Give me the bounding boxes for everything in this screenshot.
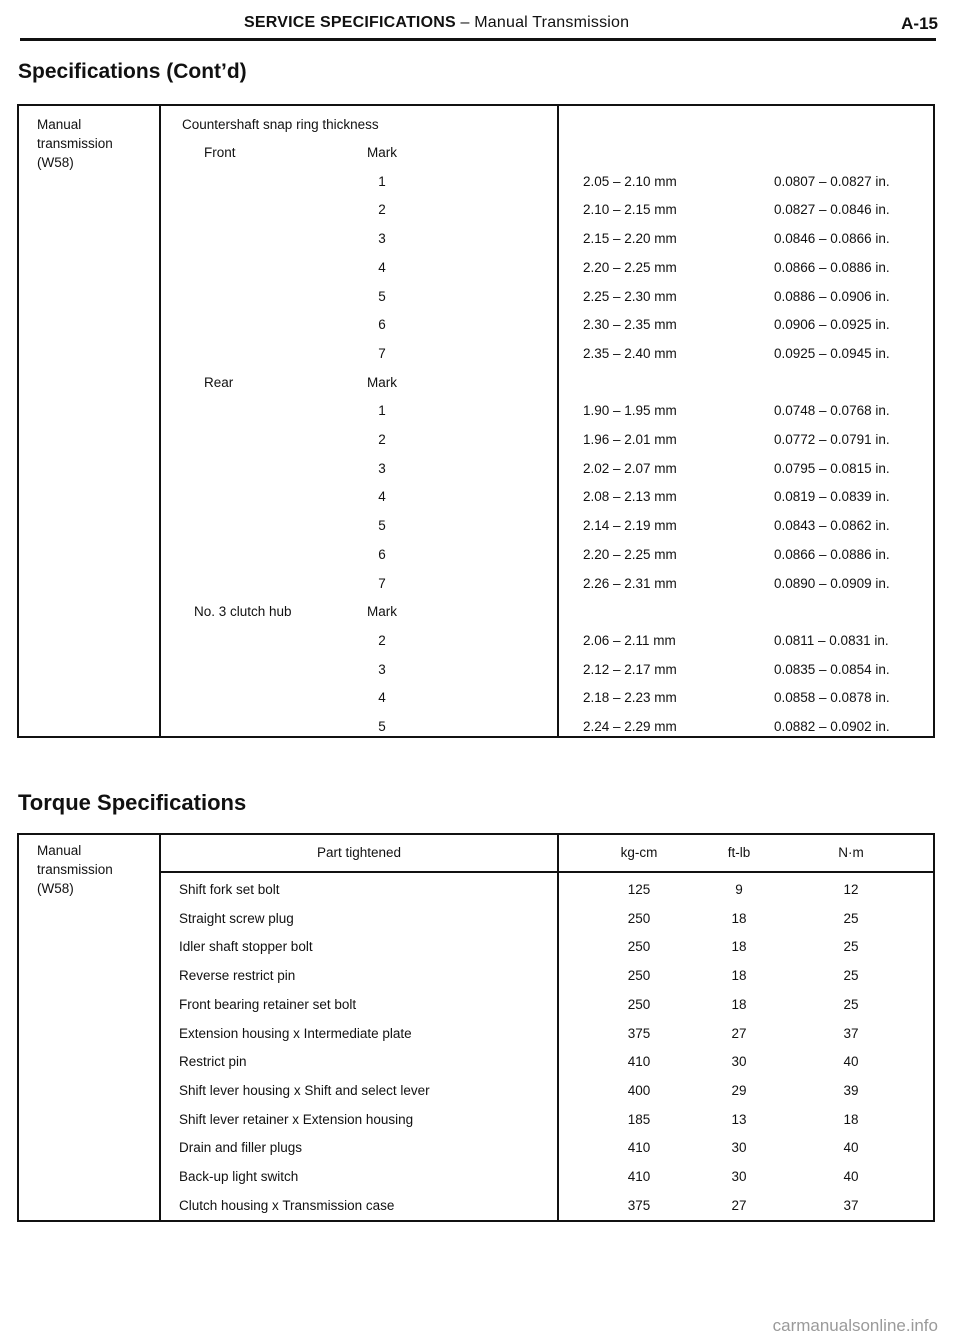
spec-value-mm: 1.96 – 2.01 mm [583,432,677,447]
torque-part: Back-up light switch [179,1169,299,1184]
torque-kgcm: 250 [627,996,651,1012]
spec-mark-header: Mark [367,374,397,390]
spec-col-divider-2 [557,106,559,736]
torque-header-rule [159,871,933,873]
torque-ftlb: 30 [731,1054,747,1070]
spec-section-title: Specifications (Cont’d) [18,60,247,83]
spec-section-label: Front [204,145,236,160]
torque-nm: 25 [843,910,859,926]
header-rule [20,38,936,41]
header-title-rest: – Manual Transmission [455,14,630,31]
torque-part: Extension housing x Intermediate plate [179,1025,412,1041]
torque-group-line-1: Manual [37,843,82,858]
spec-value-in: 0.0811 – 0.0831 in. [774,632,889,648]
spec-section-label: No. 3 clutch hub [194,604,292,620]
torque-nm: 25 [843,939,859,955]
torque-group-line-2: transmission [37,862,113,877]
spec-mark-header: Mark [367,604,397,620]
torque-part: Straight screw plug [179,910,294,926]
torque-col-divider-1 [159,835,161,1220]
spec-mark-header: Mark [367,145,397,160]
spec-value-mm: 2.08 – 2.13 mm [583,489,677,505]
torque-table [17,833,935,1222]
spec-value-mm: 2.06 – 2.11 mm [583,632,676,648]
torque-nm: 39 [843,1082,859,1098]
torque-kgcm: 250 [627,968,651,984]
spec-value-in: 0.0886 – 0.0906 in. [774,288,890,304]
torque-part: Clutch housing x Transmission case [179,1197,395,1213]
spec-mark-value: 2 [378,202,386,218]
spec-value-mm: 2.05 – 2.10 mm [583,173,677,189]
torque-header-nm: N·m [838,845,864,860]
torque-kgcm: 400 [627,1082,651,1098]
torque-ftlb: 9 [735,882,743,897]
torque-kgcm: 125 [627,882,651,897]
torque-ftlb: 18 [731,939,747,955]
spec-mark-value: 3 [378,231,386,247]
torque-group-line-3: (W58) [37,881,74,896]
spec-mark-value: 4 [378,259,386,275]
spec-mark-value: 6 [378,317,386,333]
spec-group-line-3: (W58) [37,155,74,170]
torque-kgcm: 375 [627,1197,651,1213]
torque-ftlb: 30 [731,1140,747,1156]
spec-mark-value: 5 [378,719,386,734]
spec-value-in: 0.0835 – 0.0854 in. [774,661,890,677]
spec-group-line-1: Manual [37,117,82,132]
header-title-bold: SERVICE SPECIFICATIONS [244,14,456,31]
spec-group-line-2: transmission [37,136,113,151]
spec-value-mm: 2.25 – 2.30 mm [583,288,677,304]
page-header [20,14,938,38]
spec-value-mm: 2.14 – 2.19 mm [583,518,677,534]
spec-mark-value: 7 [378,575,386,591]
spec-table [17,104,935,738]
torque-ftlb: 18 [731,910,747,926]
spec-value-mm: 2.35 – 2.40 mm [583,345,677,361]
spec-mark-value: 1 [378,403,386,419]
torque-nm: 25 [843,996,859,1012]
torque-part: Shift lever retainer x Extension housing [179,1111,414,1127]
torque-nm: 40 [843,1140,859,1156]
spec-value-in: 0.0843 – 0.0862 in. [774,518,890,534]
spec-value-in: 0.0748 – 0.0768 in. [774,403,890,419]
torque-part: Shift lever housing x Shift and select lever [179,1082,430,1098]
spec-mark-value: 3 [378,661,386,677]
torque-ftlb: 18 [731,968,747,984]
torque-ftlb: 27 [731,1025,747,1041]
spec-value-in: 0.0772 – 0.0791 in. [774,432,890,447]
torque-kgcm: 185 [627,1111,651,1127]
spec-mark-value: 5 [378,288,386,304]
torque-ftlb: 13 [731,1111,747,1127]
torque-ftlb: 29 [731,1082,747,1098]
torque-section-title: Torque Specifications [18,790,247,815]
footer-watermark: carmanualsonline.info [772,1316,938,1335]
spec-mark-value: 6 [378,546,386,562]
spec-value-in: 0.0882 – 0.0902 in. [774,719,890,734]
torque-nm: 12 [843,882,859,897]
torque-part: Front bearing retainer set bolt [179,996,357,1012]
torque-nm: 40 [843,1054,859,1070]
torque-part: Restrict pin [179,1054,247,1070]
spec-value-mm: 2.18 – 2.23 mm [583,690,677,706]
spec-value-in: 0.0807 – 0.0827 in. [774,173,890,189]
torque-ftlb: 30 [731,1169,747,1184]
torque-header-ftlb: ft-lb [727,845,751,860]
torque-ftlb: 18 [731,996,747,1012]
spec-value-in: 0.0846 – 0.0866 in. [774,231,890,247]
torque-kgcm: 410 [627,1169,651,1184]
torque-kgcm: 410 [627,1140,651,1156]
torque-kgcm: 250 [627,939,651,955]
torque-part: Reverse restrict pin [179,968,296,984]
torque-part: Shift fork set bolt [179,882,280,897]
torque-header-kgcm: kg-cm [620,845,658,860]
spec-mark-value: 2 [378,432,386,447]
spec-mark-value: 5 [378,518,386,534]
torque-kgcm: 375 [627,1025,651,1041]
spec-value-mm: 2.02 – 2.07 mm [583,460,677,476]
spec-mark-value: 3 [378,460,386,476]
torque-col-divider-2 [557,835,559,1220]
torque-nm: 40 [843,1169,859,1184]
torque-header-part: Part tightened [316,845,402,860]
spec-value-in: 0.0795 – 0.0815 in. [774,460,890,476]
spec-value-in: 0.0925 – 0.0945 in. [774,345,890,361]
torque-kgcm: 410 [627,1054,651,1070]
spec-value-in: 0.0890 – 0.0909 in. [774,575,890,591]
header-title [244,14,629,32]
spec-mark-value: 4 [378,690,386,706]
torque-part: Idler shaft stopper bolt [179,939,313,955]
spec-col-divider-1 [159,106,161,736]
spec-value-mm: 2.26 – 2.31 mm [583,575,677,591]
torque-nm: 37 [843,1025,859,1041]
spec-value-mm: 2.30 – 2.35 mm [583,317,677,333]
torque-nm: 37 [843,1197,859,1213]
spec-value-mm: 2.10 – 2.15 mm [583,202,677,218]
torque-ftlb: 27 [731,1197,747,1213]
spec-value-in: 0.0827 – 0.0846 in. [774,202,890,218]
spec-value-mm: 2.24 – 2.29 mm [583,719,677,734]
spec-value-mm: 2.20 – 2.25 mm [583,546,677,562]
spec-value-in: 0.0906 – 0.0925 in. [774,317,890,333]
spec-section-label: Rear [204,374,234,390]
spec-value-mm: 2.15 – 2.20 mm [583,231,677,247]
spec-value-in: 0.0858 – 0.0878 in. [774,690,890,706]
spec-mark-value: 7 [378,345,386,361]
spec-value-mm: 2.20 – 2.25 mm [583,259,677,275]
spec-value-mm: 1.90 – 1.95 mm [583,403,677,419]
spec-mark-value: 4 [378,489,386,505]
spec-value-in: 0.0866 – 0.0886 in. [774,259,890,275]
spec-mark-value: 2 [378,632,386,648]
spec-item-title: Countershaft snap ring thickness [182,117,379,132]
torque-kgcm: 250 [627,910,651,926]
page-number: A-15 [901,14,938,33]
spec-value-in: 0.0866 – 0.0886 in. [774,546,890,562]
torque-nm: 25 [843,968,859,984]
spec-mark-value: 1 [378,173,386,189]
spec-value-in: 0.0819 – 0.0839 in. [774,489,890,505]
spec-value-mm: 2.12 – 2.17 mm [583,661,677,677]
torque-nm: 18 [843,1111,859,1127]
torque-part: Drain and filler plugs [179,1140,303,1156]
